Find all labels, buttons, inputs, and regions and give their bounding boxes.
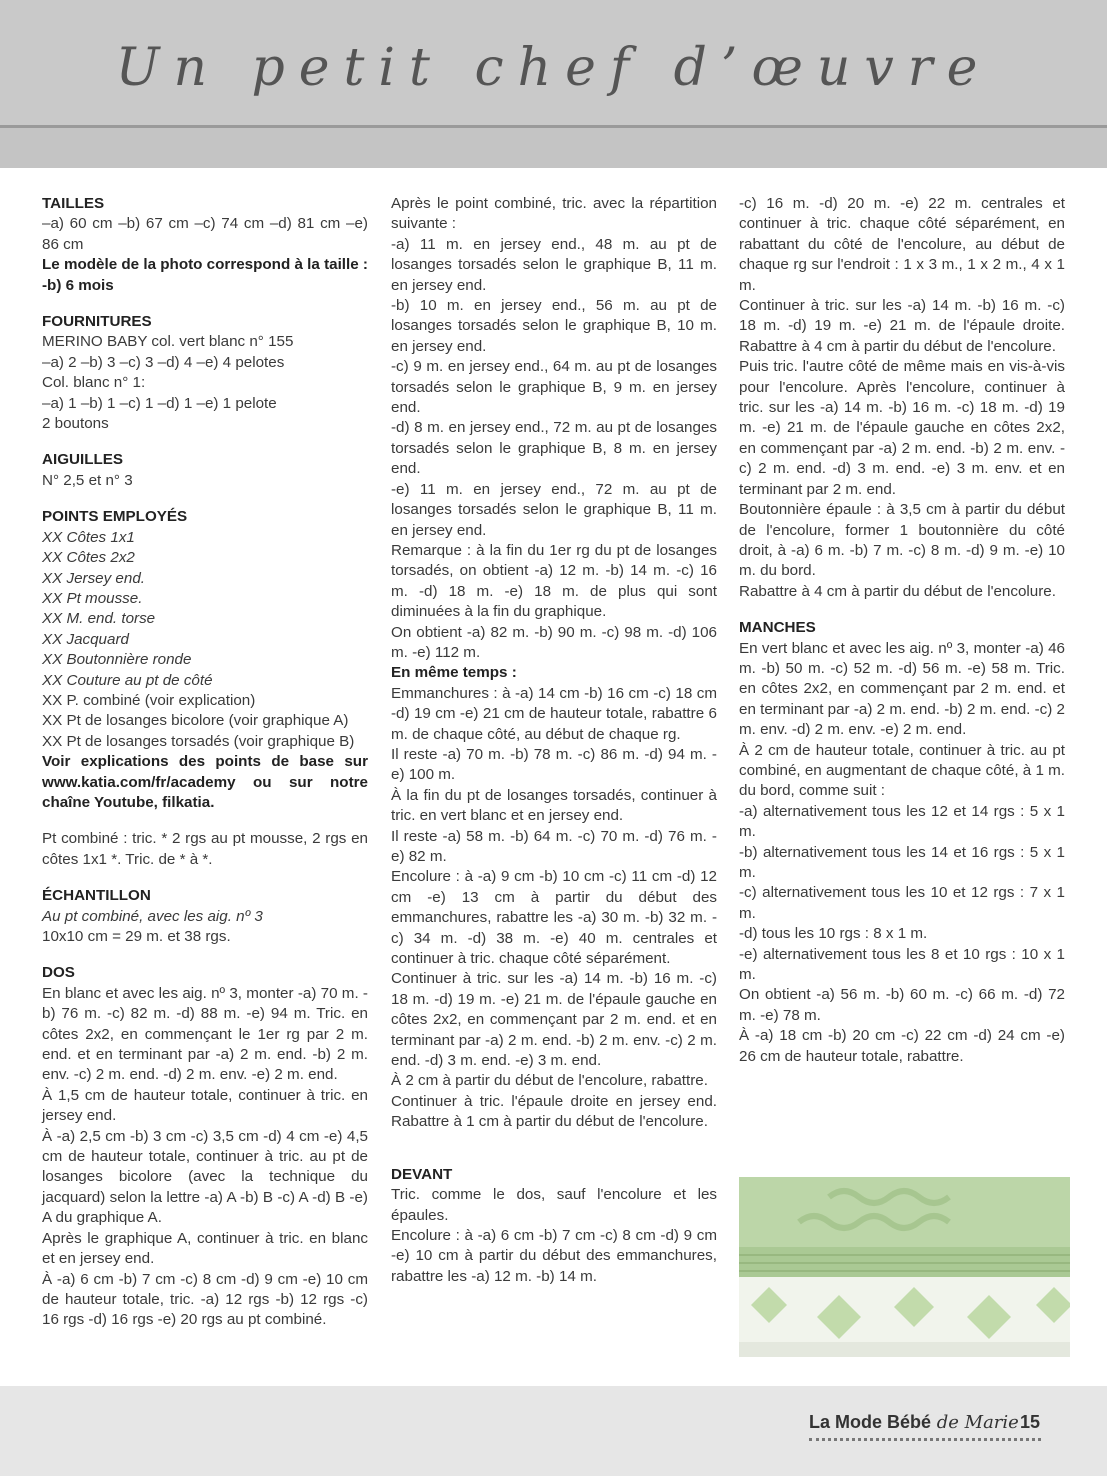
- section-heading: DEVANT: [391, 1165, 453, 1183]
- list-item: XX Couture au pt de côté: [42, 671, 213, 689]
- column-3: [739, 194, 1065, 1067]
- knitwear-image: [739, 1177, 1070, 1357]
- paragraph: Tric. comme le dos, sauf l'encolure et les épaules.: [391, 1186, 717, 1224]
- paragraph: -c) 9 m. en jersey end., 64 m. au pt de losanges torsadés selon le graphique B, 9 m. en jersey end.: [391, 358, 717, 417]
- paragraph: Il reste -a) 70 m. -b) 78 m. -c) 86 m. -d) 94 m. -e) 100 m.: [391, 745, 717, 784]
- list-item: XX Pt mousse.: [42, 589, 143, 607]
- page-number: 15: [1020, 1412, 1041, 1432]
- paragraph: -a) alternativement tous les 12 et 14 rgs : 5 x 1 m.: [739, 802, 1065, 841]
- paragraph: En vert blanc et avec les aig. nº 3, monter -a) 46 m. -b) 50 m. -c) 52 m. -d) 56 m. -e) 58 m. Tric. en côtes 2x2, en commençant par 2 m. end. et en terminant par -a) 2 m. end. -b) 2 m. end. -c) 2 m. env. -d) 2 m. env. -e) 2 m. end.: [739, 639, 1065, 739]
- paragraph: Boutonnière épaule : à 3,5 cm à partir du début de l'encolure, former 1 boutonnière du côté droit, à -a) 6 m. -b) 7 m. -c) 8 m. -d) 9 m. -e) 10 m. du bord.: [739, 501, 1065, 580]
- paragraph: Continuer à tric. sur les -a) 14 m. -b) 16 m. -c) 18 m. -d) 19 m. -e) 21 m. de l'épaule gauche en côtes 2x2, en commençant par 2 m. end. et en terminant par -a) 2 m. end. -b) 2 m. env. -c) 2 m. end. -d) 3 m. end. -e) 3 m. end.: [391, 970, 717, 1070]
- list-item: XX Côtes 1x1: [42, 528, 135, 546]
- section-heading: TAILLES: [42, 195, 105, 212]
- paragraph: Emmanchures : à -a) 14 cm -b) 16 cm -c) 18 cm -d) 19 cm -e) 21 cm de hauteur totale, rabattre 6 m. de chaque côté, au début de chaque rg.: [391, 684, 717, 743]
- design-code: DESIGN M-501: [476, 267, 620, 288]
- paragraph: -b) 10 m. en jersey end., 56 m. au pt de losanges torsadés selon le graphique B, 10 m. en jersey end.: [391, 297, 717, 355]
- paragraph: Puis tric. l'autre côté de même mais en vis-à-vis pour l'encolure. Après l'encolure, continuer à tric. sur les -a) 14 m. -b) 16 m. -c) 18 m. -d) 19 m. -e) 21 m. de l'épaule gauche en côtes 2x2, en commençant par -a) 2 m. end. -b) 2 m. env. -c) 2 m. end. -d) 3 m. end. -e) 3 m. env. et en terminant par 2 m. end.: [739, 358, 1065, 498]
- paragraph: Encolure : à -a) 9 cm -b) 10 cm -c) 11 cm -d) 12 cm -e) 13 cm à partir du début des emmanchures, rabattre les -a) 30 m. -b) 32 m. -c) 34 m. -d) 38 m. -e) 40 m. centrales et continuer à tric. chaque côté séparément.: [391, 868, 717, 968]
- paragraph: Rabattre à 4 cm à partir du début de l'encolure.: [739, 582, 1056, 600]
- paragraph: Le modèle de la photo correspond à la taille : -b) 6 mois: [42, 256, 368, 294]
- page-title: Un petit chef d’œuvre: [115, 38, 992, 98]
- section-heading: AIGUILLES: [42, 451, 124, 469]
- column-2: [391, 194, 717, 1287]
- paragraph: À 1,5 cm de hauteur totale, continuer à tric. en jersey end.: [42, 1086, 368, 1125]
- brand-bold: La Mode Bébé: [809, 1412, 932, 1432]
- paragraph: Continuer à tric. l'épaule droite en jersey end. Rabattre à 1 cm à partir du début de l'encolure.: [391, 1092, 717, 1131]
- paragraph: Après le point combiné, tric. avec la répartition suivante :: [391, 195, 717, 233]
- paragraph: -e) 11 m. en jersey end., 72 m. au pt de losanges torsadés selon le graphique B, 11 m. en jersey end.: [391, 480, 717, 539]
- paragraph: À 2 cm à partir du début de l'encolure, rabattre.: [391, 1072, 708, 1090]
- paragraph: 2 boutons: [42, 415, 109, 433]
- brand-script: de Marie: [931, 1412, 1019, 1433]
- paragraph: –a) 60 cm –b) 67 cm –c) 74 cm –d) 81 cm –e) 86 cm: [42, 215, 368, 253]
- paragraph: Il reste -a) 58 m. -b) 64 m. -c) 70 m. -d) 76 m. -e) 82 m.: [391, 827, 717, 865]
- paragraph: Remarque : à la fin du 1er rg du pt de losanges torsadés, on obtient -a) 12 m. -b) 14 m. -c) 16 m. -d) 18 m. -e) 18 m. de plus qui sont diminuées à la fin du graphique.: [391, 541, 717, 621]
- list-item: XX Côtes 2x2: [42, 549, 135, 567]
- paragraph: -b) alternativement tous les 14 et 16 rgs : 5 x 1 m.: [739, 843, 1065, 881]
- paragraph: –a) 2 –b) 3 –c) 3 –d) 4 –e) 4 pelotes: [42, 353, 285, 371]
- paragraph: -a) 11 m. en jersey end., 48 m. au pt de losanges torsadés selon le graphique B, 11 m. en jersey end.: [391, 235, 717, 294]
- paragraph: N° 2,5 et n° 3: [42, 471, 133, 489]
- paragraph: -c) alternativement tous les 10 et 12 rgs : 7 x 1 m.: [739, 884, 1065, 922]
- paragraph: On obtient -a) 82 m. -b) 90 m. -c) 98 m. -d) 106 m. -e) 112 m.: [391, 623, 717, 661]
- paragraph: Après le graphique A, continuer à tric. en blanc et en jersey end.: [42, 1229, 368, 1268]
- paragraph: Continuer à tric. sur les -a) 14 m. -b) 16 m. -c) 18 m. -d) 19 m. -e) 21 m. de l'épaule droite. Rabattre à 4 cm à partir du début de l'encolure.: [739, 297, 1065, 355]
- paragraph: À la fin du pt de losanges torsadés, continuer à tric. en vert blanc et en jersey end.: [391, 786, 717, 825]
- paragraph: Col. blanc n° 1:: [42, 374, 146, 392]
- paragraph: À -a) 2,5 cm -b) 3 cm -c) 3,5 cm -d) 4 cm -e) 4,5 cm de hauteur totale, continuer à tric. au pt de losanges bicolore (avec la technique du jacquard) selon la lettre -a) A -b) B -c) A -d) B -e) A du graphique A.: [42, 1127, 368, 1227]
- header-band: [0, 0, 1107, 125]
- paragraph: –a) 1 –b) 1 –c) 1 –d) 1 –e) 1 pelote: [42, 394, 277, 412]
- paragraph: En blanc et avec les aig. nº 3, monter -a) 70 m. -b) 76 m. -c) 82 m. -d) 88 m. -e) 94 m. Tric. en côtes 2x2, en commençant le 1er rg par 2 m. end. et en terminant par -a) 2 m. end. -b) 2 m. env. -c) 2 m. end. -d) 2 m. env. -e) 2 m. end.: [42, 984, 368, 1084]
- paragraph: Pt combiné : tric. * 2 rgs au pt mousse, 2 rgs en côtes 1x1 *. Tric. de * à *.: [42, 830, 368, 868]
- section-heading: FOURNITURES: [42, 313, 152, 331]
- column-1: [42, 194, 368, 1331]
- paragraph: -c) 16 m. -d) 20 m. -e) 22 m. centrales et continuer à tric. chaque côté séparément, en rabattant du côté de l'encolure, au début de chaque rg sur l'endroit : 1 x 3 m., 1 x 2 m., 4 x 1 m.: [739, 195, 1065, 294]
- paragraph: -e) alternativement tous les 8 et 10 rgs : 10 x 1 m.: [739, 945, 1065, 984]
- list-item: XX Jacquard: [42, 630, 129, 648]
- section-heading: MANCHES: [739, 619, 816, 637]
- paragraph: On obtient -a) 56 m. -b) 60 m. -c) 66 m. -d) 72 m. -e) 78 m.: [739, 986, 1065, 1024]
- paragraph: -d) tous les 10 rgs : 8 x 1 m.: [739, 925, 928, 943]
- paragraph: MERINO BABY col. vert blanc n° 155: [42, 333, 294, 351]
- section-heading: POINTS EMPLOYÉS: [42, 508, 188, 526]
- footer-dotted-rule: [809, 1438, 1041, 1444]
- magazine-brand: [809, 1412, 1019, 1433]
- paragraph: À -a) 6 cm -b) 7 cm -c) 8 cm -d) 9 cm -e) 10 cm de hauteur totale, tric. -a) 12 rgs -b) 12 rgs -c) 16 rgs -d) 16 rgs -e) 20 rgs au pt combiné.: [42, 1270, 368, 1329]
- list-item: XX P. combiné (voir explication): [42, 691, 256, 709]
- paragraph: À 2 cm de hauteur totale, continuer à tric. au pt combiné, en augmentant de chaque côté, à 1 m. du bord, comme suit :: [739, 741, 1065, 800]
- list-item: XX Boutonnière ronde: [42, 651, 192, 669]
- paragraph: En même temps :: [391, 664, 517, 682]
- paragraph: Au pt combiné, avec les aig. nº 3: [42, 907, 263, 925]
- knitwear-photo: [739, 1177, 1070, 1357]
- paragraph: Voir explications des points de base sur www.katia.com/fr/academy ou sur notre chaîne Youtube, filkatia.: [42, 753, 368, 811]
- list-item: XX Pt de losanges torsadés (voir graphique B): [42, 732, 355, 750]
- paragraph: 10x10 cm = 29 m. et 38 rgs.: [42, 928, 231, 945]
- paragraph: Encolure : à -a) 6 cm -b) 7 cm -c) 8 cm -d) 9 cm -e) 10 cm à partir du début des emmanchures, rabattre les -a) 12 m. -b) 14 m.: [391, 1226, 717, 1285]
- section-heading: DOS: [42, 964, 75, 982]
- paragraph: -d) 8 m. en jersey end., 72 m. au pt de losanges torsadés selon le graphique B, 8 m. en jersey end.: [391, 419, 717, 478]
- list-item: XX M. end. torse: [42, 610, 156, 628]
- paragraph: À -a) 18 cm -b) 20 cm -c) 22 cm -d) 24 cm -e) 26 cm de hauteur totale, rabattre.: [739, 1027, 1065, 1065]
- list-item: XX Jersey end.: [42, 569, 145, 587]
- section-heading: ÉCHANTILLON: [42, 887, 151, 905]
- list-item: XX Pt de losanges bicolore (voir graphique A): [42, 712, 349, 730]
